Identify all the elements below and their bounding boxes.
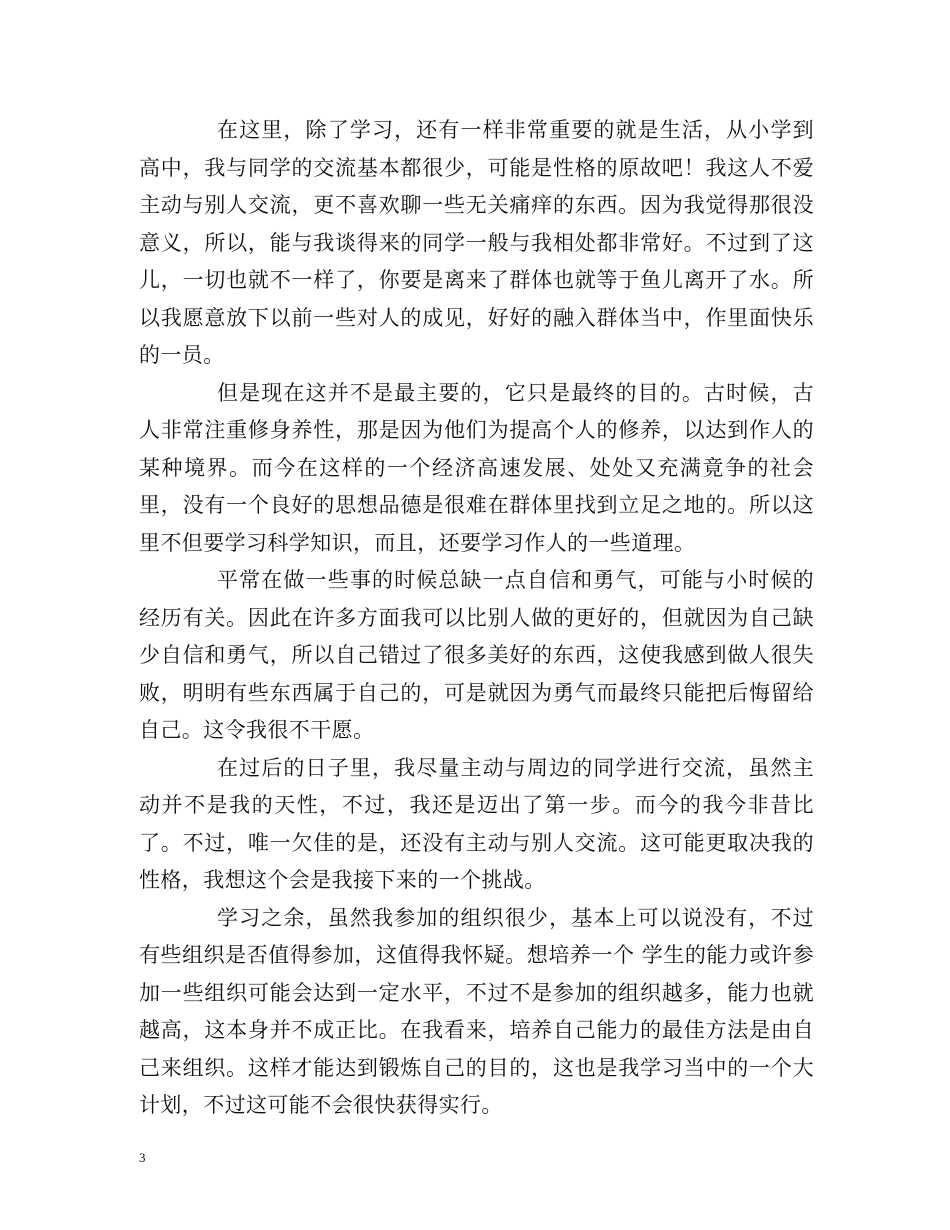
- paragraph-5: 学习之余，虽然我参加的组织很少，基本上可以说没有，不过有些组织是否值得参加，这值得我怀疑。想培养一个 学生的能力或许参加一些组织可能会达到一定水平，不过不是参加的组织越多，能力也就越高，这本身并不成正比。在我看来，培养自己能力的最佳方法是由自己来组织。这样才能达到锻炼自己的目的，这也是我学习当中的一个大计划，不过这可能不会很快获得实行。: [139, 905, 814, 1117]
- paragraph-4: 在过后的日子里，我尽量主动与周边的同学进行交流，虽然主动并不是我的天性，不过，我还是迈出了第一步。而今的我今非昔比了。不过，唯一欠佳的是，还没有主动与别人交流。这可能更取决我的性格，我想这个会是我接下来的一个挑战。: [139, 755, 814, 892]
- paragraph-3: 平常在做一些事的时候总缺一点自信和勇气，可能与小时候的经历有关。因此在许多方面我可以比别人做的更好的，但就因为自己缺少自信和勇气，所以自己错过了很多美好的东西，这使我感到做人很失败，明明有些东西属于自己的，可是就因为勇气而最终只能把后悔留给自己。这令我很不干愿。: [139, 568, 814, 742]
- page-number: 3: [139, 1150, 146, 1165]
- document-body: [139, 112, 814, 1125]
- paragraph-2: 但是现在这并不是最主要的，它只是最终的目的。古时候，古人非常注重修身养性，那是因为他们为提高个人的修养，以达到作人的某种境界。而今在这样的一个经济高速发展、处处又充满竟争的社会里，没有一个良好的思想品德是很难在群体里找到立足之地的。所以这里不但要学习科学知识，而且，还要学习作人的一些道理。: [139, 380, 814, 555]
- paragraph-1: 在这里，除了学习，还有一样非常重要的就是生活，从小学到高中，我与同学的交流基本都很少，可能是性格的原故吧！我这人不爱主动与别人交流，更不喜欢聊一些无关痛痒的东西。因为我觉得那很没意义，所以，能与我谈得来的同学一般与我相处都非常好。不过到了这儿，一切也就不一样了，你要是离来了群体也就等于鱼儿离开了水。所以我愿意放下以前一些对人的成见，好好的融入群体当中，作里面快乐的一员。: [139, 118, 814, 367]
